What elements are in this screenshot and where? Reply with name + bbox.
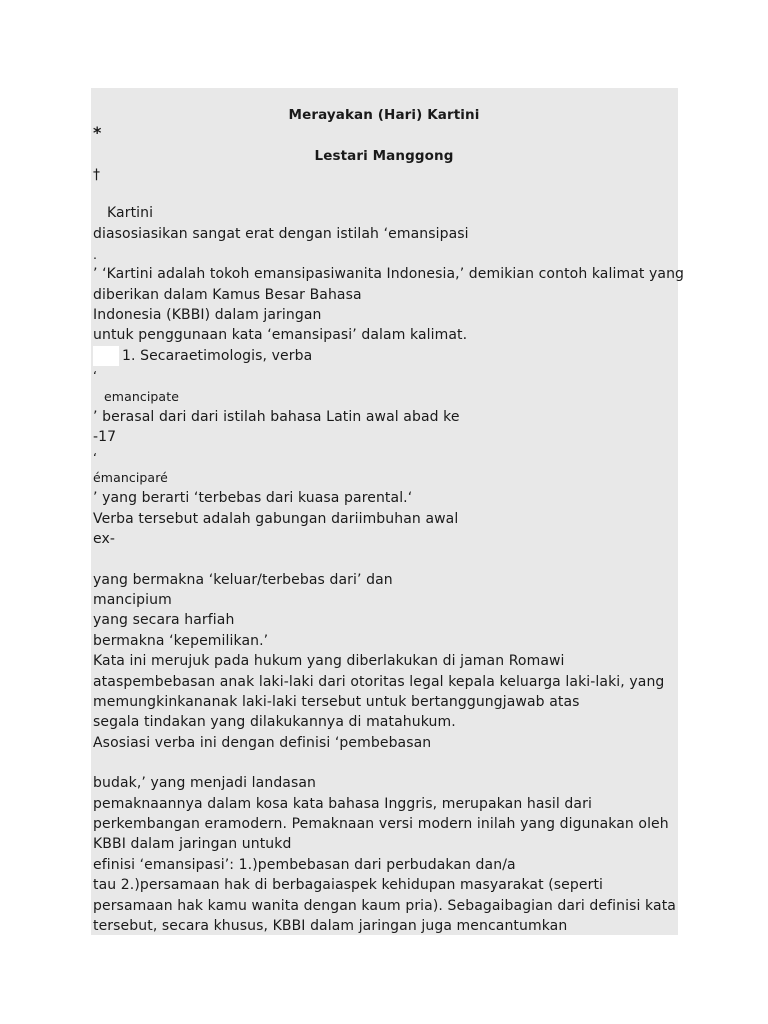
term-emancipare: émanciparé <box>93 470 168 485</box>
body-line: bermakna ‘kepemilikan.’ <box>93 633 269 649</box>
body-line: yang bermakna ‘keluar/terbebas dari’ dan <box>93 572 393 588</box>
body-line: . <box>93 247 98 262</box>
body-line: diberikan dalam Kamus Besar Bahasa <box>93 287 362 303</box>
body-line: -17 <box>93 429 117 445</box>
body-line: ‘ <box>93 368 98 383</box>
body-line: ex- <box>93 531 116 547</box>
body-line: ’ berasal dari dari istilah bahasa Latin awal abad ke <box>93 409 460 425</box>
body-line: Indonesia (KBBI) dalam jaringan <box>93 307 322 323</box>
body-line: KBBI dalam jaringan untukd <box>93 836 292 852</box>
body-line: ’ ‘Kartini adalah tokoh emansipasiwanita Indonesia,’ demikian contoh kalimat yang <box>93 266 685 282</box>
body-line: ataspembebasan anak laki-laki dari otoritas legal kepala keluarga laki-laki, yang <box>93 674 665 690</box>
term-mancipium: mancipium <box>93 592 172 608</box>
body-line: ’ yang berarti ‘terbebas dari kuasa parental.‘ <box>93 490 413 506</box>
body-line: pemaknaannya dalam kosa kata bahasa Inggris, merupakan hasil dari <box>93 796 592 812</box>
list-marker-gap <box>93 346 119 366</box>
body-line: diasosiasikan sangat erat dengan istilah ‘emansipasi <box>93 226 469 242</box>
document-author: Lestari Manggong <box>314 148 454 164</box>
body-line: Kata ini merujuk pada hukum yang diberlakukan di jaman Romawi <box>93 653 565 669</box>
body-line: Verba tersebut adalah gabungan dariimbuhan awal <box>93 511 459 527</box>
body-line: tersebut, secara khusus, KBBI dalam jaringan juga mencantumkan <box>93 918 568 934</box>
body-line: ‘ <box>93 450 98 465</box>
body-line: untuk penggunaan kata ‘emansipasi’ dalam kalimat. <box>93 327 468 343</box>
body-line: budak,’ yang menjadi landasan <box>93 775 317 791</box>
body-line: efinisi ‘emansipasi’: 1.)pembebasan dari perbudakan dan/a <box>93 857 516 873</box>
body-line: memungkinkananak laki-laki tersebut untuk bertanggungjawab atas <box>93 694 580 710</box>
title-footnote-mark: * <box>93 123 102 142</box>
body-line: perkembangan eramodern. Pemaknaan versi modern inilah yang digunakan oleh <box>93 816 669 832</box>
author-footnote-mark: † <box>93 167 101 183</box>
body-line: yang secara harfiah <box>93 612 235 628</box>
body-line: Kartini <box>107 205 154 221</box>
body-line: segala tindakan yang dilakukannya di matahukum. <box>93 714 456 730</box>
document-title: Merayakan (Hari) Kartini <box>288 107 480 123</box>
list-item: 1. Secaraetimologis, verba <box>122 348 313 364</box>
term-emancipate: emancipate <box>104 389 179 404</box>
body-line: tau 2.)persamaan hak di berbagaiaspek kehidupan masyarakat (seperti <box>93 877 604 893</box>
body-line: Asosiasi verba ini dengan definisi ‘pembebasan <box>93 735 432 751</box>
body-line: persamaan hak kamu wanita dengan kaum pria). Sebagaibagian dari definisi kata <box>93 898 676 914</box>
